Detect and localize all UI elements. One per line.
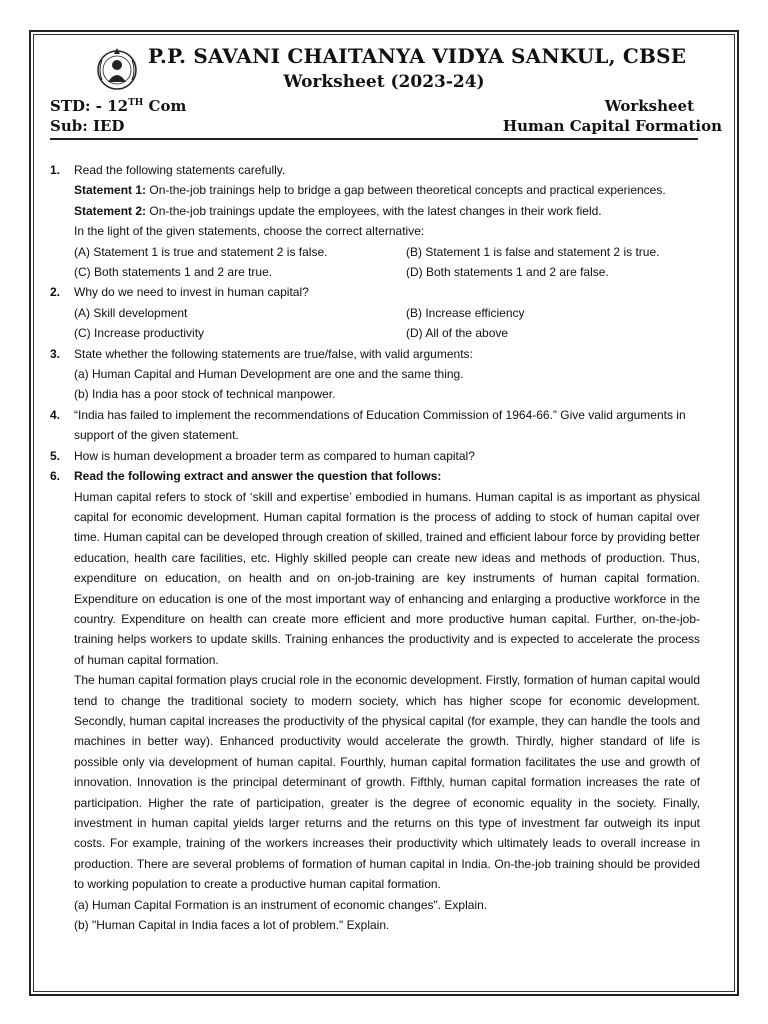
question-4 [50, 405, 700, 446]
header-divider [50, 138, 698, 140]
options-grid [74, 303, 700, 344]
worksheet-title: Worksheet (2023-24) [283, 72, 485, 92]
statement-text: On-the-job trainings update the employees, with the latest changes in their work field. [146, 203, 602, 218]
option-d: (D) All of the above [406, 326, 509, 341]
school-name: P.P. SAVANI CHAITANYA VIDYA SANKUL, CBSE [148, 44, 687, 68]
question-3 [50, 344, 700, 405]
question-text: How is human development a broader term as compared to human capital? [74, 448, 475, 463]
question-number: 6. [50, 469, 61, 484]
option-b: (B) Statement 1 is false and statement 2 is true. [406, 244, 660, 259]
option-a: (A) Skill development [74, 305, 188, 320]
statement-2 [74, 201, 700, 221]
question-text: Why do we need to invest in human capital? [74, 285, 309, 300]
sub-question-a: (a) Human Capital Formation is an instrument of economic changes". Explain. [74, 897, 488, 912]
extract-paragraph-2: The human capital formation plays crucial role in the economic development. Firstly, formation of human capital would tend to change the traditional society to modern society, which has higher scope for economic development. Secondly, human capital increases the productivity of the physical capital (for example, they can handle the tools and machines in better way). Enhanced productivity would accelerate the growth. Thirdly, higher standard of life is possible only via development of human capital. Fourthly, human capital formation facilitates the use and growth of innovation. Innovation is the principal determinant of growth. Fifthly, human capital formation increases the rate of participation. Higher the rate of participation, greater is the degree of economic equality in the society. Finally, investment in human capital yields larger returns and the returns on this type of investment far outweigh its input costs. For example, training of the workers increases their productivity which ultimately leads to overall increase in production. There are several problems of formation of human capital in India. On-the-job training should be provided to working population to create a productive human capital formation. [74, 673, 700, 892]
question-5 [50, 446, 700, 466]
option-d: (D) Both statements 1 and 2 are false. [406, 265, 609, 280]
statement-text: On-the-job trainings help to bridge a gap between theoretical concepts and practical experiences. [146, 183, 666, 198]
question-text: Read the following statements carefully. [74, 163, 286, 177]
subject-label: Sub: IED [50, 117, 125, 135]
extract-paragraph-1: Human capital refers to stock of ‘skill and expertise’ embodied in humans. Human capital is as important as physical capital for economic development. Human capital formation is the process of adding to stock of human capital over time. Human capital can be developed through creation of skilled, trained and efficient labour force by providing better education, health care facilities, etc. Highly skilled people can create new ideas and methods of production. Thus, expenditure on education, on health and on on-job-training are key instruments of human capital formation. Expenditure on education is one of the most important way of enhancing and enlarging a productive workforce in the country. Expenditure on health can create more efficient and more productive human capital. Further, on-the-job-training helps workers to update skills. Training enhances the productivity and is expected to accelerate the process of human capital formation. [74, 489, 700, 667]
question-text: Read the following extract and answer the question that follows: [74, 469, 442, 484]
sub-question-b: (b) "Human Capital in India faces a lot of problem." Explain. [74, 918, 390, 933]
question-1 [50, 160, 700, 282]
std-superscript: TH [128, 98, 144, 108]
std-suffix: Com [143, 97, 187, 115]
question-6 [50, 466, 700, 935]
questions-list [50, 160, 700, 935]
question-number: 3. [50, 346, 61, 361]
option-b: (B) Increase efficiency [406, 305, 525, 320]
sub-question-b: (b) India has a poor stock of technical manpower. [74, 387, 336, 402]
option-a: (A) Statement 1 is true and statement 2 is false. [74, 244, 328, 259]
option-c: (C) Increase productivity [74, 326, 205, 341]
question-instruction: In the light of the given statements, choose the correct alternative: [74, 224, 425, 239]
option-c: (C) Both statements 1 and 2 are true. [74, 265, 273, 280]
standard-label [50, 97, 186, 115]
topic-title: Human Capital Formation [502, 117, 722, 135]
question-number: 2. [50, 285, 61, 300]
statement-label: Statement 1: [74, 183, 147, 198]
question-number: 5. [50, 448, 61, 463]
worksheet-label: Worksheet [604, 97, 694, 115]
question-number: 4. [50, 407, 61, 422]
options-grid [74, 242, 700, 283]
statement-1 [74, 180, 700, 200]
question-text: State whether the following statements are true/false, with valid arguments: [74, 346, 473, 361]
sub-question-a: (a) Human Capital and Human Development are one and the same thing. [74, 367, 464, 382]
std-prefix: STD: - 12 [50, 97, 129, 115]
question-2 [50, 282, 700, 343]
question-number: 1. [50, 163, 61, 177]
question-text: “India has failed to implement the recommendations of Education Commission of 1964-66.” Give valid arguments in support of the given statement. [74, 407, 686, 443]
statement-label: Statement 2: [74, 203, 147, 218]
